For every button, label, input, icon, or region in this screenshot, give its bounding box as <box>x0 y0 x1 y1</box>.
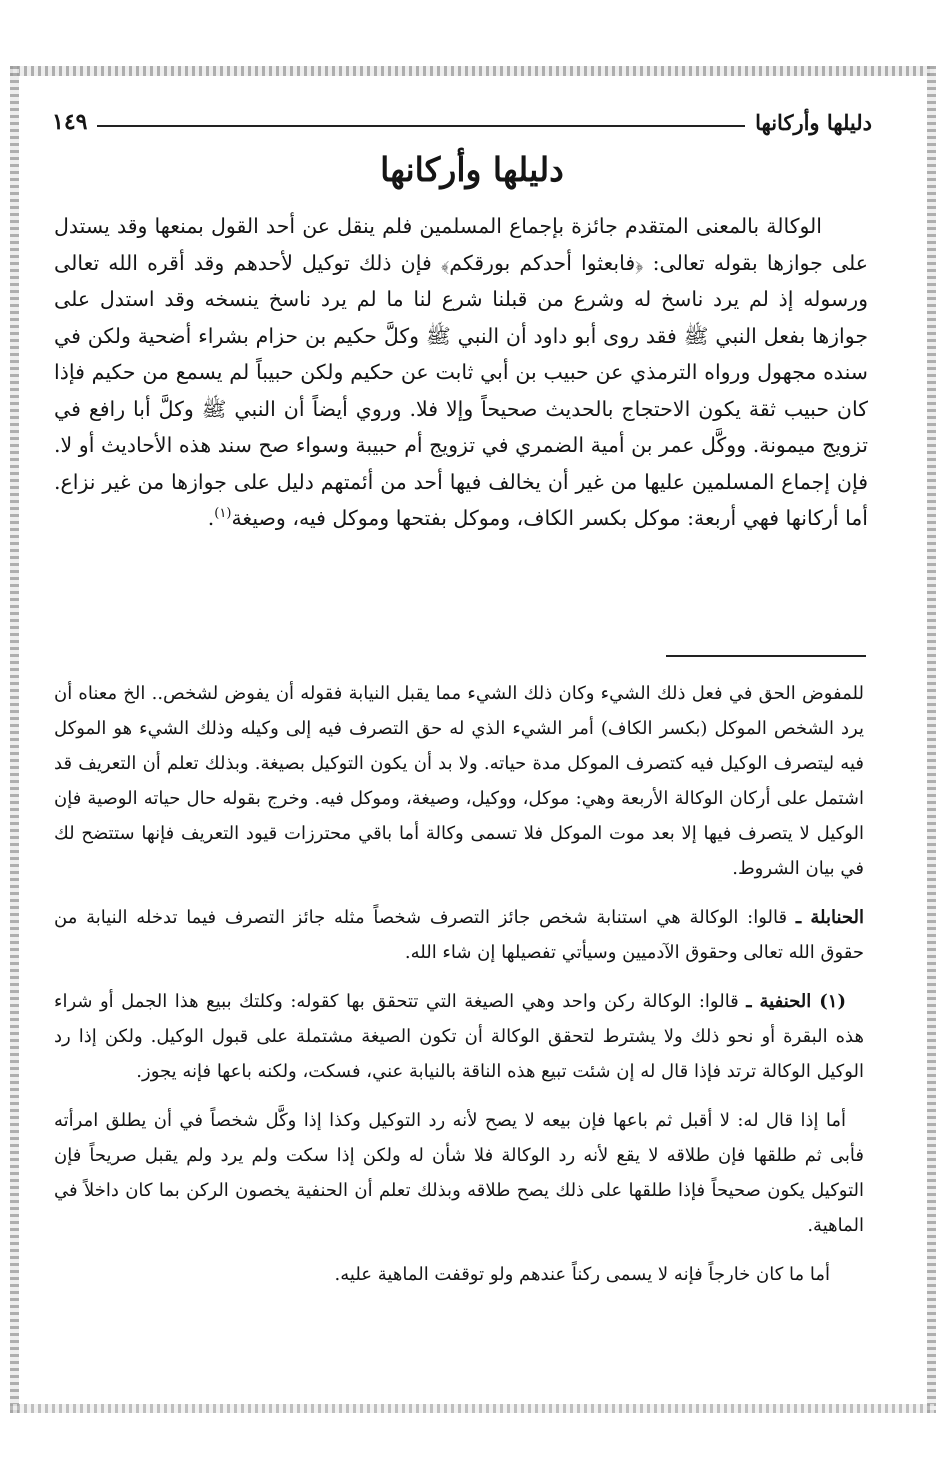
running-header-rule <box>97 125 745 127</box>
footnote-hanabila-text: قالوا: الوكالة هي استنابة شخص جائز التصرف شخصاً مثله جائز التصرف فيما تدخله النيابة من حقوق الله تعالى وحقوق الآدميين وسيأتي تفصيلها إن شاء الله. <box>54 907 864 963</box>
footnote-term-hanabila: الحنابلة ـ <box>795 907 864 928</box>
running-header-title: دليلها وأركانها <box>755 109 872 135</box>
footnote-reference[interactable]: (١) <box>214 506 232 522</box>
main-body <box>54 208 868 537</box>
main-paragraph <box>54 208 868 537</box>
footnote-continuation: للمفوض الحق في فعل ذلك الشيء وكان ذلك الشيء مما يقبل النيابة فقوله أن يفوض لشخص.. الخ معناه أن يرد الشخص الموكل (بكسر الكاف) أمر الشيء الذي له حق التصرف فيه إلى وكيله وذلك الشيء هو الموكل فيه ليتصرف الوكيل فيه كتصرف الموكل مدة حياته. ولا بد أن يكون التوكيل بصيغة. وبذلك تعلم أن التعريف قد اشتمل على أركان الوكالة الأربعة وهي: موكل، ووكيل، وصيغة، وموكل فيه. وخرج بقوله حال حياته الوصية فإن الوكيل لا يتصرف فيها إلا بعد موت الموكل فلا تسمى وكالة أما باقي محترزات قيود التعريف فإنها ستتضح لك في بيان الشروط. <box>54 683 864 879</box>
page-number: ١٤٩ <box>52 109 88 135</box>
page-border-left <box>10 66 19 1413</box>
main-paragraph-end: . <box>207 506 215 530</box>
page-border-right <box>927 66 936 1413</box>
footnote-hanafiya-final: أما ما كان خارجاً فإنه لا يسمى ركناً عندهم ولو توقفت الماهية عليه. <box>334 1264 830 1285</box>
footnote-hanafiya <box>54 984 864 1089</box>
page-title: دليلها وأركانها <box>380 150 564 189</box>
footnote-divider <box>666 655 866 657</box>
footnote-hanabila <box>54 900 864 970</box>
main-paragraph-text: الوكالة بالمعنى المتقدم جائزة بإجماع المسلمين فلم ينقل عن أحد القول بمنعها وقد يستدل على جوازها بقوله تعالى: ﴿فابعثوا أحدكم بورقكم﴾ فإن ذلك توكيل لأحدهم وقد أقره الله تعالى ورسوله إذ لم يرد ناسخ له وشرع من قبلنا شرع لنا ما لم يرد ناسخ ينسخه وقد استدل على جوازها بفعل النبي ﷺ فقد روى أبو داود أن النبي ﷺ وكلَّ حكيم بن حزام بشراء أضحية ولكن في سنده مجهول ورواه الترمذي عن حبيب بن أبي ثابت عن حكيم ولكن حبيباً لم يسمع من حكيم فإذا كان حبيب ثقة يكون الاحتجاج بالحديث صحيحاً وإلا فلا. وروي أيضاً أن النبي ﷺ وكلَّ أبا رافع في تزويج ميمونة. ووكَّل عمر بن أمية الضمري في تزويج أم حبيبة وسواء صح سند هذه الأحاديث أو لا. فإن إجماع المسلمين عليها من غير أن يخالف فيها أحد من أئمتهم دليل على جوازها من غير نزاع. أما أركانها فهي أربعة: موكل بكسر الكاف، وموكل بفتحها وموكل فيه، وصيغة <box>54 214 868 530</box>
footnote-hanafiya-text: قالوا: الوكالة ركن واحد وهي الصيغة التي تتحقق بها كقوله: وكلتك ببيع هذا الجمل أو شراء هذه البقرة أو نحو ذلك ولا يشترط لتحقق الوكالة أن تكون الصيغة مشتملة على قبول الوكيل. ولكن إذا رد الوكيل الوكالة ترتد فإذا قال له إن شئت تبيع هذه الناقة بالنيابة عني، فسكت، ولكنه باعها فإنه يجوز. <box>54 991 864 1082</box>
footnotes-section <box>54 676 864 1306</box>
page-border-top <box>10 66 934 76</box>
page-border-bottom <box>10 1404 934 1413</box>
running-header <box>52 104 872 140</box>
footnote-hanafiya-continued: أما إذا قال له: لا أقبل ثم باعها فإن بيعه لا يصح لأنه رد التوكيل وكذا إذا وكَّل شخصاً في أن يطلق امرأته فأبى ثم طلقها فإن طلاقه لا يقع لأنه رد الوكالة فلا شأن له ولكن إذا سكت ولم يرد ولم يقبل صريحاً فإن التوكيل يكون صحيحاً فإذا طلقها على ذلك يصح طلاقه وبذلك تعلم أن الحنفية يخصون الركن بما كان داخلاً في الماهية. <box>54 1110 864 1236</box>
footnote-term-hanafiya: (١) الحنفية ـ <box>746 991 846 1012</box>
